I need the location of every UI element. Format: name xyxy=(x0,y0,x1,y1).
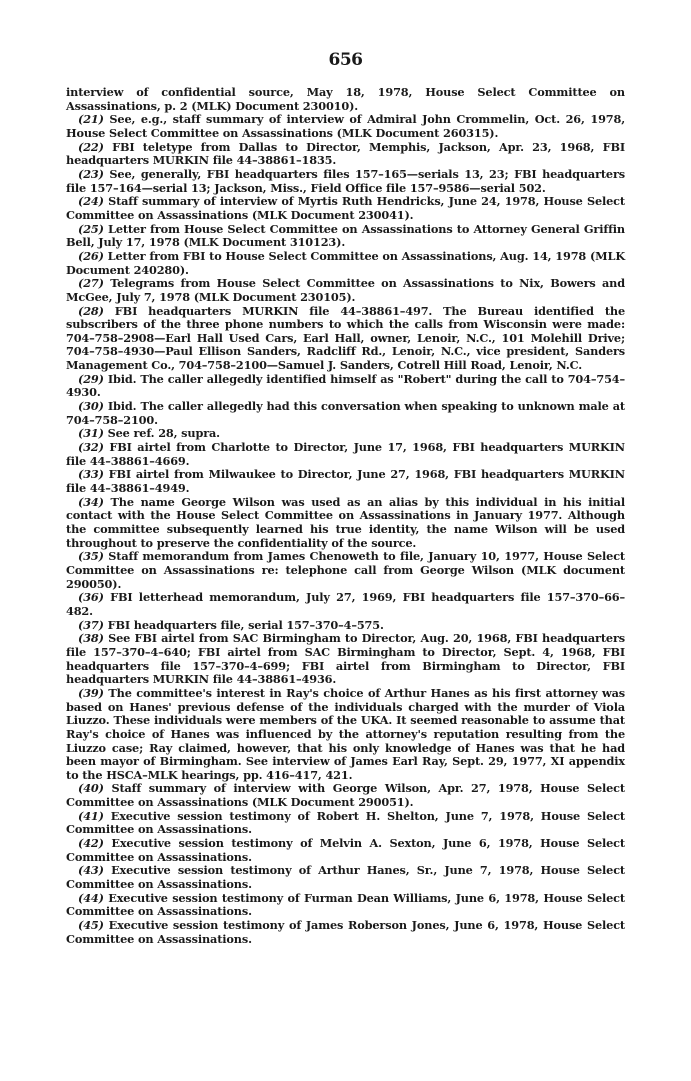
endnote xyxy=(66,250,625,277)
endnote-number: (25) xyxy=(78,221,104,236)
endnote-number: (34) xyxy=(78,494,104,509)
endnote xyxy=(66,687,625,783)
endnote-number: (45) xyxy=(78,918,104,933)
endnote xyxy=(66,591,625,618)
endnote-number: (23) xyxy=(78,166,104,181)
endnote xyxy=(66,810,625,837)
endnote xyxy=(66,632,625,687)
endnote xyxy=(66,619,625,633)
endnote-text: Ibid. The caller allegedly identified himself as "Robert" during the call to 704–754–4930. xyxy=(66,371,625,400)
endnote-text: Executive session testimony of Furman Dean Williams, June 6, 1978, House Select Committee on Assassinations. xyxy=(66,890,625,919)
endnote-number: (26) xyxy=(78,248,104,263)
endnote xyxy=(66,277,625,304)
page-number: 656 xyxy=(328,50,363,70)
endnote-text: Staff summary of interview of Myrtis Ruth Hendricks, June 24, 1978, House Select Committee on Assassinations (MLK Document 230041). xyxy=(66,194,625,222)
endnote-text: FBI airtel from Charlotte to Director, June 17, 1968, FBI headquarters MURKIN file 44–38861–4669. xyxy=(66,440,625,468)
endnote-text: FBI airtel from Milwaukee to Director, June 27, 1968, FBI headquarters MURKIN file 44–38861–4949. xyxy=(66,467,625,496)
endnote-text: Letter from FBI to House Select Committee on Assassinations, Aug. 14, 1978 (MLK Document 240280). xyxy=(66,248,625,277)
endnote-text: FBI headquarters MURKIN file 44–38861–497. The Bureau identified the subscribers of the three phone numbers to which the calls from Wisconsin were made: 704–758–2908—Earl Hall Used Cars, Earl Hall, owner, Lenoir, N.C., 101 Molehill Drive; 704–758–4930—Paul Ellison Sanders, Radcliff Rd., Lenoir, N.C., vice president, Sanders Management Co., 704–758–2100—Samuel J. Sanders, Cotrell Hill Road, Lenoir, N.C. xyxy=(66,303,625,373)
endnotes xyxy=(66,86,625,946)
endnote xyxy=(66,892,625,919)
endnote-number: (42) xyxy=(78,836,104,851)
endnote xyxy=(66,496,625,551)
endnote-text: FBI letterhead memorandum, July 27, 1969, FBI headquarters file 157–370–66–482. xyxy=(66,590,625,618)
endnote-number: (35) xyxy=(78,549,104,564)
endnote-number: (32) xyxy=(78,440,104,455)
endnote-number: (43) xyxy=(78,863,104,878)
endnote-text: The name George Wilson was used as an alias by this individual in his initial contact with the House Select Committee on Assassinations in January 1977. Although the committee subsequently learned his true identity, the name Wilson will be used throughout to preserve the confidentiality of the source. xyxy=(66,494,625,550)
endnote-text: See, e.g., staff summary of interview of Admiral John Crommelin, Oct. 26, 1978, House Select Committee on Assassinations (MLK Document 260315). xyxy=(66,112,625,140)
endnote xyxy=(66,427,625,441)
endnote-text: Letter from House Select Committee on Assassinations to Attorney General Griffin Bell, July 17, 1978 (MLK Document 310123). xyxy=(66,221,625,250)
endnote-number: (38) xyxy=(78,631,104,646)
endnote xyxy=(66,373,625,400)
endnote xyxy=(66,837,625,864)
note-continuation: interview of confidential source, May 18, 1978, House Select Committee on Assassinations, p. 2 (MLK) Document 230010). xyxy=(66,85,625,113)
endnote-number: (36) xyxy=(78,590,104,605)
endnote-number: (24) xyxy=(78,194,104,209)
endnote-text: Staff summary of interview with George Wilson, Apr. 27, 1978, House Select Committee on Assassinations (MLK Document 290051). xyxy=(66,781,625,810)
endnote-text: Telegrams from House Select Committee on Assassinations to Nix, Bowers and McGee, July 7, 1978 (MLK Document 230105). xyxy=(66,276,625,304)
endnote xyxy=(66,919,625,946)
endnote-number: (33) xyxy=(78,467,104,482)
endnote-number: (40) xyxy=(78,781,104,796)
endnote-number: (28) xyxy=(78,303,104,318)
endnote xyxy=(66,468,625,495)
endnote-number: (27) xyxy=(78,276,104,291)
endnote-text: See FBI airtel from SAC Birmingham to Director, Aug. 20, 1968, FBI headquarters file 157–370–4–640; FBI airtel from SAC Birmingham to Director, Sept. 4, 1968, FBI headquarters file 157–370–4–699; FBI airtel from Birmingham to Director, FBI headquarters MURKIN file 44–38861–4936. xyxy=(66,631,625,687)
endnote-number: (30) xyxy=(78,399,104,414)
endnote-number: (41) xyxy=(78,808,104,823)
endnote xyxy=(66,441,625,468)
endnote-number: (31) xyxy=(78,426,104,441)
endnote-text: See, generally, FBI headquarters files 157–165—serials 13, 23; FBI headquarters file 157–164—serial 13; Jackson, Miss., Field Office file 157–9586—serial 502. xyxy=(66,166,625,195)
endnote-number: (21) xyxy=(78,112,104,127)
endnote-text: Executive session testimony of Arthur Hanes, Sr., June 7, 1978, House Select Committee on Assassinations. xyxy=(66,863,625,892)
endnote xyxy=(66,113,625,140)
endnote-text: FBI headquarters file, serial 157–370–4–575. xyxy=(107,617,384,632)
endnote xyxy=(66,400,625,427)
endnote-text: Executive session testimony of Robert H. Shelton, June 7, 1978, House Select Committee on Assassinations. xyxy=(66,808,625,837)
endnote-number: (39) xyxy=(78,685,104,700)
notes-list xyxy=(66,113,625,946)
endnote-number: (29) xyxy=(78,371,104,386)
endnote-number: (37) xyxy=(78,617,104,632)
endnote-text: Ibid. The caller allegedly had this conversation when speaking to unknown male at 704–758–2100. xyxy=(66,399,625,427)
endnote xyxy=(66,223,625,250)
endnote-text: The committee's interest in Ray's choice of Arthur Hanes as his first attorney was based on Hanes' previous defense of the individuals charged with the murder of Viola Liuzzo. These individuals were members of the UKA. It seemed reasonable to assume that Ray's choice of Hanes was influenced by the attorney's reputation resulting from the Liuzzo case; Ray claimed, however, that his only knowledge of Hanes was that he had been mayor of Birmingham. See interview of James Earl Ray, Sept. 29, 1977, XI appendix to the HSCA–MLK hearings, pp. 416–417, 421. xyxy=(66,685,625,782)
endnote xyxy=(66,168,625,195)
endnote xyxy=(66,195,625,222)
endnote-number: (22) xyxy=(78,139,104,154)
endnote xyxy=(66,305,625,373)
endnote-number: (44) xyxy=(78,890,104,905)
endnote-text: See ref. 28, supra. xyxy=(107,426,220,441)
endnote xyxy=(66,864,625,891)
endnote-text: Executive session testimony of James Roberson Jones, June 6, 1978, House Select Committee on Assassinations. xyxy=(66,918,625,946)
endnote-text: Executive session testimony of Melvin A. Sexton, June 6, 1978, House Select Committee on Assassinations. xyxy=(66,836,625,864)
endnote-text: Staff memorandum from James Chenoweth to file, January 10, 1977, House Select Committee on Assassinations re: telephone call from George Wilson (MLK document 290050). xyxy=(66,549,625,591)
endnote xyxy=(66,141,625,168)
endnote-text: FBI teletype from Dallas to Director, Memphis, Jackson, Apr. 23, 1968, FBI headquarters MURKIN file 44–38861–1835. xyxy=(66,139,625,168)
endnote xyxy=(66,550,625,591)
endnote xyxy=(66,782,625,809)
